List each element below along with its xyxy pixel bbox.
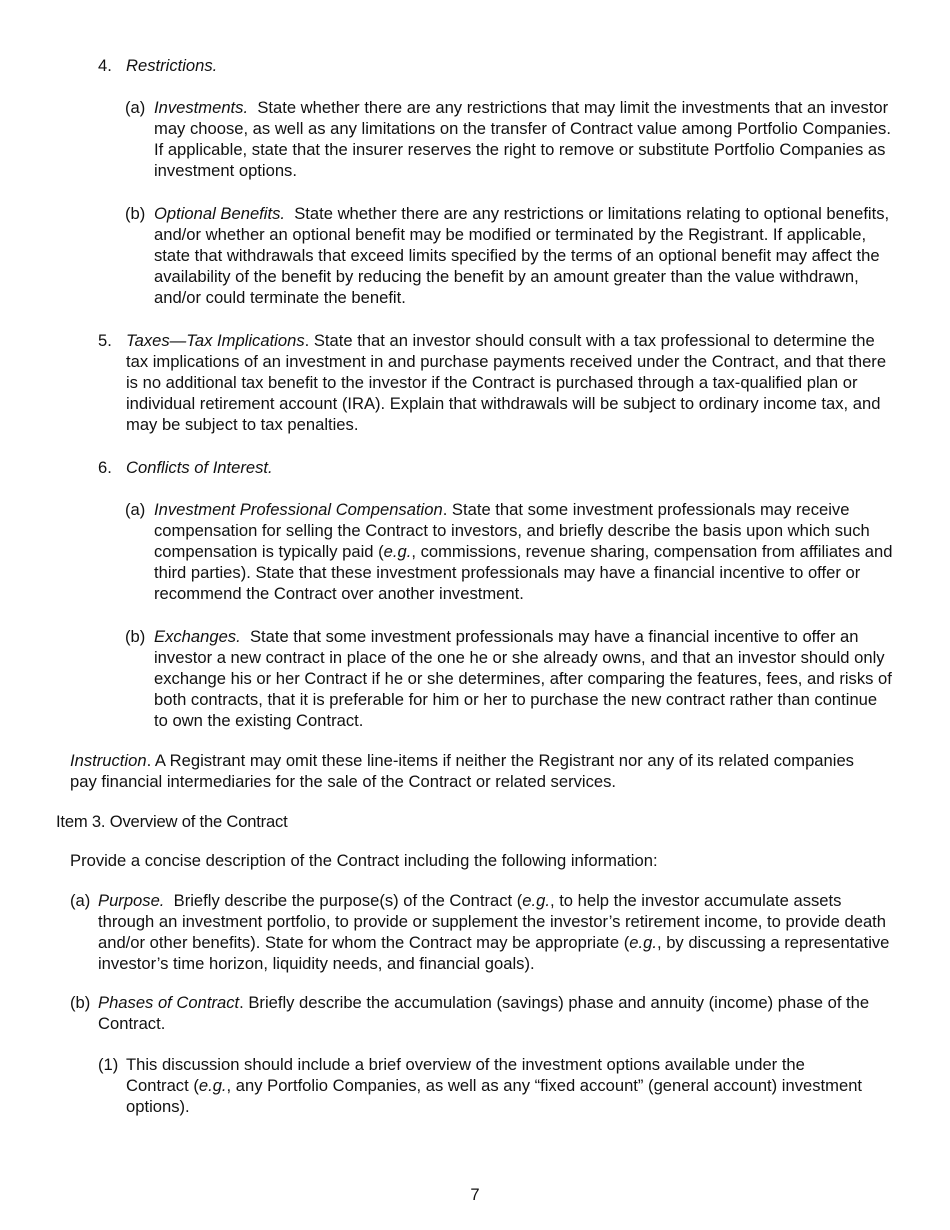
phases-text: . Briefly describe the accumulation (savings) phase and annuity (income) phase of the Contract. [98,993,870,1033]
item-3-heading: Item 3. Overview of the Contract [56,812,288,831]
purpose-text1: Briefly describe the purpose(s) of the Contract ( [173,891,523,910]
phases-sub-1-label: (1) [98,1055,119,1074]
item-5-title: Taxes—Tax Implications [126,331,305,350]
item-6a [125,499,895,604]
phases-label: (b) [70,993,91,1012]
item-5-number: 5. [98,331,112,350]
item-6a-text2: , commissions, revenue sharing, compensation from affiliates and third parties). State that these investment professionals may have a financial incentive to offer or recommend the Contract over another investment. [154,542,893,603]
phases-sub-1 [98,1054,868,1117]
item-4b [125,203,895,308]
item-5 [98,330,888,435]
purpose-eg1: e.g. [522,891,550,910]
item-6a-text1: . State that some investment professionals may receive compensation for selling the Contract to investors, and briefly describe the basis upon which such compensation is typically paid ( [154,500,870,561]
phases-sub-1-text1: This discussion should include a brief overview of the investment options available under the Contract ( [126,1055,805,1095]
instruction [70,750,870,792]
item-4b-body [154,203,895,308]
instruction-title: Instruction [70,751,147,770]
phases-body [98,992,900,1034]
item-4-title: Restrictions. [126,56,218,75]
purpose-text2: , to help the investor accumulate assets through an investment portfolio, to provide or supplement the investor’s retirement income, to provide death and/or other benefits). State for whom the Contract may be appropriate ( [98,891,887,952]
item-4a-label: (a) [125,98,146,117]
phases-sub-1-text2: , any Portfolio Companies, as well as any “fixed account” (general account) investment options). [126,1076,863,1116]
item-4a-body [154,97,895,181]
item-4a-title: Investments. [154,98,249,117]
item-4b-title: Optional Benefits. [154,204,285,223]
item-6b [125,626,895,731]
item-6b-label: (b) [125,627,146,646]
phases-sub-1-body [126,1054,868,1117]
page-number: 7 [470,1185,480,1204]
intro-text: Provide a concise description of the Contract including the following information: [70,851,658,870]
item-6a-eg: e.g. [383,542,412,561]
item-6-title: Conflicts of Interest. [126,458,273,477]
purpose-label: (a) [70,891,91,910]
instruction-text: . A Registrant may omit these line-items if neither the Registrant nor any of its related companies pay financial intermediaries for the sale of the Contract or related services. [70,751,854,791]
purpose-eg2: e.g. [629,933,657,952]
item-6b-text: State that some investment professionals may have a financial incentive to offer an investor a new contract in place of the one he or she already owns, and that an investor should only exchange his or her Contract if he or she determines, after comparing the features, fees, and risks of both contracts, that it is preferable for him or her to purchase the new contract rather than continue to own the existing Contract. [154,627,892,730]
purpose-title: Purpose. [98,891,165,910]
item-5-body [126,330,888,435]
item-4a [125,97,895,181]
item-4b-text: State whether there are any restrictions or limitations relating to optional benefits, and/or whether an optional benefit may be modified or terminated by the Registrant. If applicable, state that withdrawals that exceed limits specified by the terms of an optional benefit may affect the availability of the benefit by reducing the benefit by an amount greater than the value withdrawn, and/or could terminate the benefit. [154,204,890,307]
item-6b-body [154,626,895,731]
item-6a-label: (a) [125,500,146,519]
item-6-number: 6. [98,458,112,477]
item-6b-title: Exchanges. [154,627,241,646]
item-6 [98,457,898,478]
phases-title: Phases of Contract [98,993,240,1012]
item-4b-label: (b) [125,204,146,223]
item-6a-body [154,499,895,604]
phases-sub-1-eg: e.g. [198,1076,227,1095]
item-4-number: 4. [98,56,112,75]
item-4 [98,55,898,76]
item-4a-text: State whether there are any restrictions that may limit the investments that an investor may choose, as well as any limitations on the transfer of Contract value among Portfolio Companies. If applicable, state that the insurer reserves the right to remove or substitute Portfolio Companies as investment options. [154,98,891,180]
item-5-text: . State that an investor should consult with a tax professional to determine the tax implications of an investment in and purchase payments received under the Contract, and that there is no additional tax benefit to the investor if the Contract is purchased through a tax-qualified plan or individual retirement account (IRA). Explain that withdrawals will be subject to ordinary income tax, and may be subject to tax penalties. [126,331,887,434]
item-6a-title: Investment Professional Compensation [154,500,443,519]
purpose-body [98,890,895,974]
purpose-text3: , by discussing a representative investor’s time horizon, liquidity needs, and financial goals). [98,933,890,973]
purpose [70,890,895,974]
phases [70,992,900,1034]
